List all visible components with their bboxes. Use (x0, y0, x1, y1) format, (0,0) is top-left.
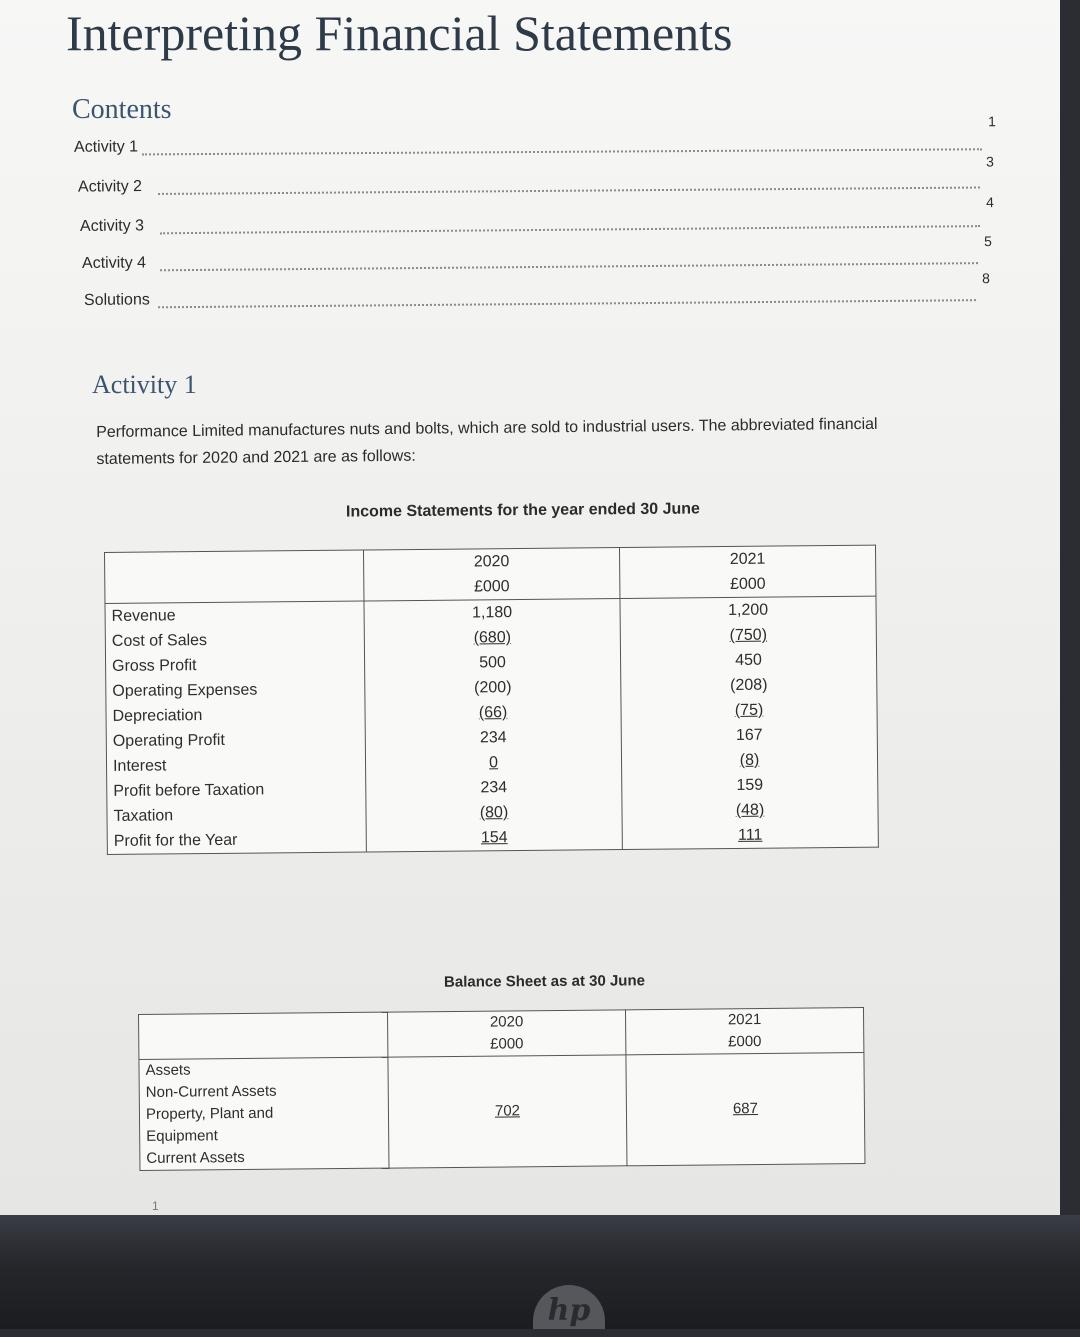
unit-2020: £000 (473, 578, 510, 596)
toc-item-page: 3 (985, 153, 994, 170)
income-statement-caption: Income Statements for the year ended 30 June (345, 500, 700, 521)
hp-logo-icon: hp (533, 1285, 605, 1329)
activity-1-paragraph: Performance Limited manufactures nuts and bolts, which are sold to industrial users. The abbreviated financial statements for 2020 and 2021 are as follows: (96, 415, 878, 468)
toc-item-label: Activity 3 (79, 217, 145, 235)
toc-item-page: 1 (988, 113, 996, 130)
row-label: Current Assets (146, 1148, 245, 1167)
value-2020: 0 (489, 754, 499, 772)
table-header-row (105, 545, 876, 603)
toc-item-solutions[interactable] (83, 270, 990, 314)
row-label: Property, Plant and (145, 1104, 274, 1123)
table-body-row (105, 596, 878, 854)
row-label: Depreciation (112, 707, 203, 725)
row-label: Revenue (111, 607, 176, 625)
row-label: Operating Expenses (112, 681, 258, 700)
year-2020: 2020 (473, 553, 510, 571)
toc-item-activity-2[interactable] (77, 153, 994, 200)
value-2021: (750) (729, 626, 768, 644)
document-title: Interpreting Financial Statements (66, 5, 733, 61)
header-2021-cell (625, 1008, 863, 1055)
income-statement-table (104, 545, 879, 855)
toc-item-label: Solutions (83, 291, 150, 309)
toc-item-activity-1[interactable] (73, 113, 996, 161)
row-label: Equipment (146, 1127, 218, 1145)
toc-item-page: 5 (983, 233, 992, 250)
row-label: Gross Profit (112, 657, 197, 675)
balance-sheet-caption: Balance Sheet as at 30 June (443, 972, 645, 991)
toc-item-label: Activity 2 (77, 178, 143, 196)
balance-sheet-table (138, 1007, 865, 1171)
table-body-row (139, 1053, 865, 1171)
value-2021: 450 (735, 651, 762, 669)
unit-2021: £000 (728, 1033, 762, 1051)
year-2021: 2021 (729, 550, 766, 568)
row-label: Profit before Taxation (113, 781, 265, 800)
row-labels-cell (139, 1057, 389, 1170)
row-labels-cell (105, 601, 366, 854)
value-2021: (48) (735, 801, 765, 819)
unit-2021: £000 (729, 575, 766, 593)
value-2020: 234 (479, 729, 507, 747)
toc-item-label: Activity 4 (81, 254, 147, 272)
toc-item-activity-4[interactable] (81, 233, 992, 277)
year-2021: 2021 (727, 1011, 762, 1029)
toc-leader (160, 225, 980, 234)
values-2020-cell (364, 599, 622, 852)
header-2021-cell (619, 545, 875, 598)
value-2020: (200) (474, 679, 512, 697)
page-number: 1 (152, 1199, 159, 1213)
header-blank-cell (139, 1012, 388, 1059)
table-header-row (139, 1008, 864, 1060)
value-2021: 159 (736, 776, 764, 794)
value-2021: 167 (735, 726, 763, 744)
toc-item-activity-3[interactable] (79, 194, 994, 240)
row-label: Assets (145, 1061, 191, 1079)
toc-leader (158, 299, 976, 308)
value-2020: 500 (479, 654, 507, 672)
value-2020: 154 (480, 829, 508, 847)
toc-leader (160, 262, 978, 271)
row-label: Operating Profit (112, 731, 225, 750)
value-2021: 1,200 (727, 601, 769, 620)
value-2020: (66) (478, 704, 508, 722)
value-2021: (8) (739, 751, 760, 769)
value-2020: (80) (479, 804, 509, 822)
row-label: Cost of Sales (111, 632, 208, 650)
value-2020: 1,180 (471, 604, 513, 622)
toc-item-label: Activity 1 (73, 138, 139, 156)
value-2021: (75) (734, 701, 764, 719)
row-label: Profit for the Year (113, 831, 238, 850)
value-2021: 111 (737, 826, 763, 844)
toc-item-page: 8 (981, 270, 990, 287)
toc-leader (158, 187, 980, 195)
header-blank-cell (105, 550, 364, 603)
value-2021: (208) (730, 676, 768, 694)
value-2020: 702 (494, 1102, 521, 1120)
values-2021-cell (626, 1053, 865, 1166)
value-2021: 687 (732, 1100, 759, 1118)
activity-1-heading: Activity 1 (92, 370, 197, 399)
value-2020: (680) (473, 629, 512, 647)
values-2020-cell (388, 1055, 627, 1168)
row-label: Taxation (113, 807, 174, 825)
row-label: Non-Current Assets (145, 1082, 277, 1101)
contents-heading: Contents (72, 94, 172, 125)
header-2020-cell (387, 1010, 625, 1057)
header-2020-cell (363, 548, 619, 601)
value-2020: 234 (480, 779, 508, 797)
year-2020: 2020 (489, 1013, 524, 1031)
row-label: Interest (112, 757, 167, 775)
unit-2020: £000 (490, 1035, 524, 1053)
toc-item-page: 4 (985, 194, 994, 211)
toc-leader (142, 148, 982, 155)
values-2021-cell (620, 596, 878, 849)
